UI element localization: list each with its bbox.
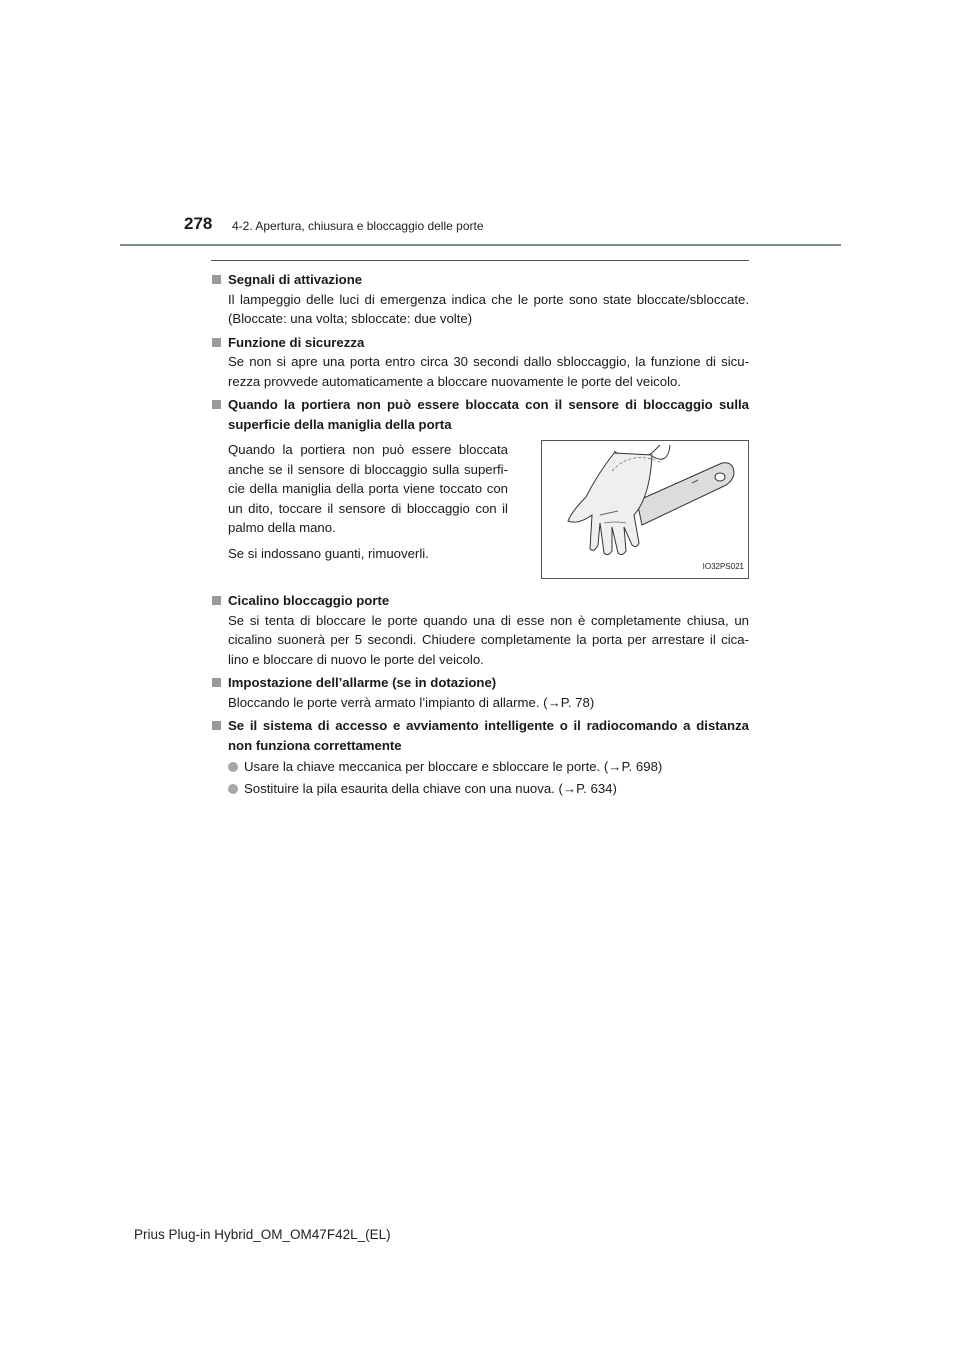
paragraph: Se si tenta di bloccare le porte quando una di esse non è completamente chiusa, un cicalino suonerà per 5 secondi. Chiudere completamente la porta per arrestare il cica-lino e bloccare di nuovo le porte del veicolo.	[228, 612, 749, 667]
list-item: Sostituire la pila esaurita della chiave con una nuova. (→P. 634)	[228, 779, 749, 799]
section-heading: Quando la portiera non può essere bloccata con il sensore di bloccaggio sulla superficie della maniglia della porta	[228, 397, 749, 432]
section-smart-entry-malfunction	[211, 716, 749, 798]
section-lock-buzzer	[211, 591, 749, 669]
list-item: Usare la chiave meccanica per bloccare e sbloccare le porte. (→P. 698)	[228, 757, 749, 777]
section-heading: Impostazione dell’allarme (se in dotazione)	[228, 675, 497, 690]
paragraph: Bloccando le porte verrà armato l’impianto di allarme. (→P. 78)	[228, 694, 595, 710]
section-heading: Se il sistema di accesso e avviamento intelligente o il radiocomando a distanza non funziona correttamente	[228, 718, 749, 753]
main-content	[211, 270, 749, 802]
section-lock-sensor	[211, 395, 749, 579]
section-activation-signals	[211, 270, 749, 329]
header-rule	[120, 244, 841, 246]
square-bullet-icon	[212, 721, 221, 730]
paragraph: Se si indossano guanti, rimuoverli.	[228, 545, 429, 561]
circle-bullet-icon	[228, 762, 238, 772]
section-heading: Funzione di sicurezza	[228, 334, 365, 350]
paragraph: Se non si apre una porta entro circa 30 secondi dallo sbloccaggio, la funzione di sicu-rezza provvede automaticamente a bloccare nuovamente le porte del veicolo.	[228, 354, 749, 389]
section-divider	[211, 260, 749, 261]
section-heading: Cicalino bloccaggio porte	[228, 593, 390, 608]
circle-bullet-icon	[228, 784, 238, 794]
section-title: 4-2. Apertura, chiusura e bloccaggio delle porte	[232, 219, 484, 233]
square-bullet-icon	[212, 338, 221, 347]
paragraph: Quando la portiera non può essere bloccata anche se il sensore di bloccaggio sulla superfi-cie della maniglia della porta viene toccato con un dito, toccare il sensore di bloccaggio con il palmo della mano.	[228, 442, 508, 535]
document-footer: Prius Plug-in Hybrid_OM_OM47F42L_(EL)	[134, 1227, 391, 1242]
section-heading: Segnali di attivazione	[228, 272, 363, 287]
section-safety-function	[211, 333, 749, 392]
section-alarm-setting	[211, 673, 749, 712]
figure-code: IO32PS021	[702, 561, 744, 571]
square-bullet-icon	[212, 678, 221, 687]
paragraph: Il lampeggio delle luci di emergenza indica che le porte sono state bloccate/sbloccate. (Bloccate: una volta; sbloccate: due volte)	[228, 291, 749, 326]
square-bullet-icon	[212, 596, 221, 605]
hand-on-door-handle-illustration	[541, 440, 749, 579]
page-number: 278	[184, 214, 213, 233]
square-bullet-icon	[212, 275, 221, 284]
square-bullet-icon	[212, 400, 221, 409]
